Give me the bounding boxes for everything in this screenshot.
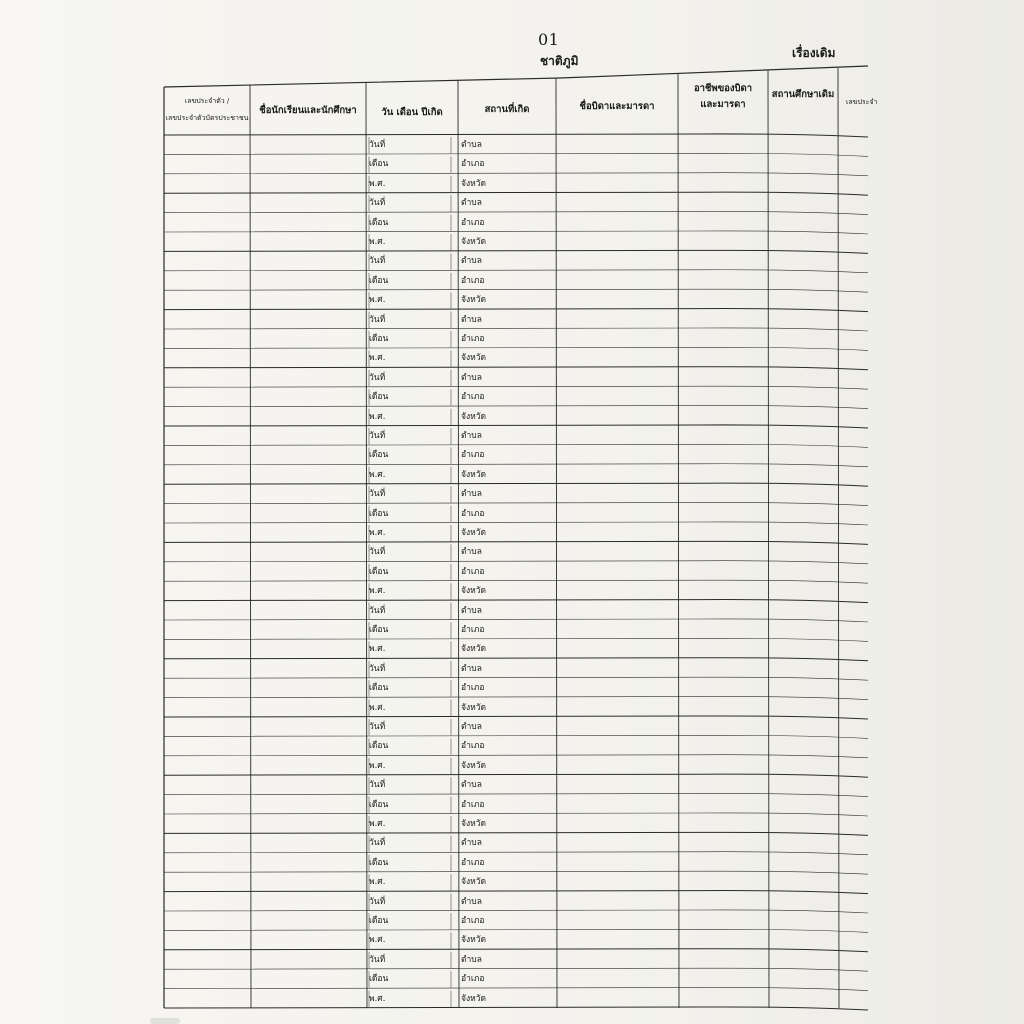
birthplace-label-subdistrict: ตำบล	[461, 954, 482, 965]
birthplace-label-province: จังหวัด	[461, 469, 487, 480]
record-rule	[164, 949, 868, 952]
column-rule-1	[250, 85, 251, 1008]
sub-rule	[164, 852, 868, 855]
birthplace-label-subdistrict: ตำบล	[461, 489, 482, 500]
birthplace-label-province: จังหวัด	[461, 237, 487, 247]
dob-label-day: วันที่	[369, 954, 386, 965]
dob-label-day: วันที่	[369, 780, 386, 791]
header-cut-off: เลขประจำ	[846, 98, 878, 106]
birthplace-label-province: จังหวัด	[461, 295, 487, 306]
dob-label-month: เดือน	[369, 799, 389, 810]
record-rule	[164, 600, 868, 603]
dob-label-month: เดือน	[369, 159, 389, 170]
birthplace-label-subdistrict: ตำบล	[461, 838, 482, 849]
birthplace-label-subdistrict: ตำบล	[461, 605, 482, 616]
dob-label-year: พ.ศ.	[369, 586, 386, 597]
sub-rule	[164, 561, 868, 564]
dob-label-day: วันที่	[369, 140, 386, 150]
dob-label-year: พ.ศ.	[369, 935, 386, 946]
dob-label-year: พ.ศ.	[369, 353, 386, 364]
birthplace-label-subdistrict: ตำบล	[461, 722, 482, 732]
dob-label-year: พ.ศ.	[369, 178, 386, 189]
birthplace-label-district: อำเภอ	[461, 857, 485, 868]
dob-label-year: พ.ศ.	[369, 702, 386, 713]
sub-rule	[164, 386, 868, 389]
dob-label-month: เดือน	[369, 392, 389, 403]
header-occupation-line2: และมารดา	[700, 99, 746, 110]
birthplace-label-province: จังหวัด	[461, 528, 487, 538]
dob-label-year: พ.ศ.	[369, 469, 386, 480]
header-dob: วัน เดือน ปีเกิด	[381, 107, 443, 118]
birthplace-label-subdistrict: ตำบล	[461, 372, 482, 383]
sub-rule	[164, 813, 868, 816]
record-rule	[164, 541, 868, 544]
record-rule	[164, 425, 868, 428]
column-rule-6	[768, 70, 769, 1008]
sub-rule	[164, 677, 868, 680]
birthplace-label-district: อำเภอ	[461, 334, 485, 344]
birthplace-label-subdistrict: ตำบล	[461, 431, 482, 441]
birthplace-label-district: อำเภอ	[461, 159, 485, 170]
dob-label-year: พ.ศ.	[369, 237, 386, 247]
dob-label-month: เดือน	[369, 916, 389, 926]
birthplace-label-province: จังหวัด	[461, 586, 487, 597]
dob-label-month: เดือน	[369, 217, 389, 228]
header-id-line2: เลขประจำตัวบัตรประชาชน	[165, 114, 249, 122]
sub-rule	[164, 231, 868, 234]
page-scuff	[150, 1018, 180, 1024]
birthplace-label-province: จังหวัด	[461, 877, 487, 888]
birthplace-label-subdistrict: ตำบล	[461, 256, 482, 267]
birthplace-label-province: จังหวัด	[461, 702, 487, 713]
birthplace-label-province: จังหวัด	[461, 993, 487, 1004]
birthplace-label-province: จังหวัด	[461, 178, 487, 189]
birthplace-label-subdistrict: ตำบล	[461, 140, 482, 150]
dob-label-day: วันที่	[369, 314, 386, 325]
sub-rule	[164, 910, 868, 913]
header-birthplace: สถานที่เกิด	[484, 104, 530, 115]
birthplace-label-province: จังหวัด	[461, 353, 487, 364]
birthplace-label-province: จังหวัด	[461, 760, 487, 771]
record-rule	[164, 716, 868, 719]
sub-rule	[164, 464, 868, 467]
sub-rule	[164, 270, 868, 273]
dob-label-month: เดือน	[369, 334, 389, 344]
sub-rule	[164, 638, 868, 641]
sub-rule	[164, 444, 868, 447]
dob-label-year: พ.ศ.	[369, 644, 386, 655]
header-id-line1: เลขประจำตัว /	[184, 97, 230, 105]
column-rule-7	[838, 68, 839, 1008]
sub-rule	[164, 212, 868, 215]
birthplace-label-district: อำเภอ	[461, 974, 485, 985]
birthplace-label-subdistrict: ตำบล	[461, 547, 482, 558]
birthplace-label-subdistrict: ตำบล	[461, 314, 482, 325]
corner-label: เรื่องเดิม	[792, 46, 836, 60]
dob-label-day: วันที่	[369, 489, 386, 500]
dob-label-year: พ.ศ.	[369, 819, 386, 829]
sub-rule	[164, 968, 868, 971]
header-previous-school: สถานศึกษาเดิม	[771, 89, 835, 100]
record-rule	[164, 1007, 868, 1010]
birthplace-label-district: อำเภอ	[461, 625, 485, 635]
birthplace-label-province: จังหวัด	[461, 644, 487, 655]
sub-rule	[164, 619, 868, 622]
sub-rule	[164, 929, 868, 932]
dob-label-year: พ.ศ.	[369, 411, 386, 422]
record-rule	[164, 891, 868, 894]
sub-rule	[164, 289, 868, 292]
dob-label-day: วันที่	[369, 896, 386, 907]
dob-label-year: พ.ศ.	[369, 993, 386, 1004]
header-name: ชื่อนักเรียนและนักศึกษา	[259, 105, 357, 116]
dob-label-year: พ.ศ.	[369, 877, 386, 888]
birthplace-label-district: อำเภอ	[461, 741, 485, 752]
sub-rule	[164, 580, 868, 583]
header-occupation-line1: อาชีพของบิดา	[693, 83, 753, 94]
record-rule	[164, 250, 868, 253]
dob-label-month: เดือน	[369, 683, 389, 694]
record-rule	[164, 309, 868, 312]
record-rule	[164, 367, 868, 370]
dob-label-day: วันที่	[369, 605, 386, 616]
sub-rule	[164, 522, 868, 525]
section-title: ชาติภูมิ	[540, 54, 579, 68]
sub-rule	[164, 871, 868, 874]
sub-rule	[164, 988, 868, 991]
birthplace-label-subdistrict: ตำบล	[461, 896, 482, 907]
sub-rule	[164, 697, 868, 700]
birthplace-label-province: จังหวัด	[461, 819, 487, 829]
birthplace-label-subdistrict: ตำบล	[461, 198, 482, 209]
dob-label-day: วันที่	[369, 722, 386, 732]
birthplace-label-district: อำเภอ	[461, 566, 485, 577]
sub-rule	[164, 406, 868, 409]
birthplace-label-district: อำเภอ	[461, 392, 485, 403]
sub-rule	[164, 153, 868, 156]
birthplace-label-subdistrict: ตำบล	[461, 663, 482, 674]
sub-rule	[164, 328, 868, 331]
dob-label-year: พ.ศ.	[369, 295, 386, 306]
dob-label-month: เดือน	[369, 857, 389, 868]
dob-label-day: วันที่	[369, 547, 386, 558]
birthplace-label-district: อำเภอ	[461, 275, 485, 286]
record-rule	[164, 774, 868, 777]
birthplace-label-province: จังหวัด	[461, 411, 487, 422]
sub-rule	[164, 755, 868, 758]
page-number: 01	[538, 30, 560, 49]
record-rule	[164, 192, 868, 195]
dob-label-year: พ.ศ.	[369, 528, 386, 538]
sub-rule	[164, 347, 868, 350]
dob-label-month: เดือน	[369, 625, 389, 635]
birthplace-label-district: อำเภอ	[461, 799, 485, 810]
dob-label-day: วันที่	[369, 431, 386, 441]
sub-rule	[164, 794, 868, 797]
dob-label-day: วันที่	[369, 256, 386, 267]
birthplace-label-district: อำเภอ	[461, 916, 485, 926]
column-rule-2	[366, 82, 367, 1008]
dob-label-month: เดือน	[369, 741, 389, 752]
sub-rule	[164, 173, 868, 176]
dob-label-month: เดือน	[369, 974, 389, 985]
dob-label-year: พ.ศ.	[369, 760, 386, 771]
sub-rule	[164, 503, 868, 506]
column-rule-3	[458, 80, 459, 1008]
dob-label-month: เดือน	[369, 275, 389, 286]
dob-label-day: วันที่	[369, 663, 386, 674]
dob-label-day: วันที่	[369, 838, 386, 849]
birthplace-label-subdistrict: ตำบล	[461, 780, 482, 791]
dob-label-day: วันที่	[369, 372, 386, 383]
dob-label-month: เดือน	[369, 508, 389, 519]
birthplace-label-district: อำเภอ	[461, 508, 485, 519]
sub-rule	[164, 735, 868, 738]
dob-label-month: เดือน	[369, 566, 389, 577]
record-rule	[164, 483, 868, 486]
birthplace-label-district: อำเภอ	[461, 450, 485, 461]
column-rule-4	[556, 78, 557, 1008]
record-rule	[164, 134, 868, 137]
record-rule	[164, 832, 868, 835]
dob-label-month: เดือน	[369, 450, 389, 461]
record-rule	[164, 658, 868, 661]
birthplace-label-district: อำเภอ	[461, 217, 485, 228]
header-parents: ชื่อบิดาและมารดา	[579, 101, 655, 112]
dob-label-day: วันที่	[369, 198, 386, 209]
birthplace-label-province: จังหวัด	[461, 935, 487, 946]
birthplace-label-district: อำเภอ	[461, 683, 485, 694]
